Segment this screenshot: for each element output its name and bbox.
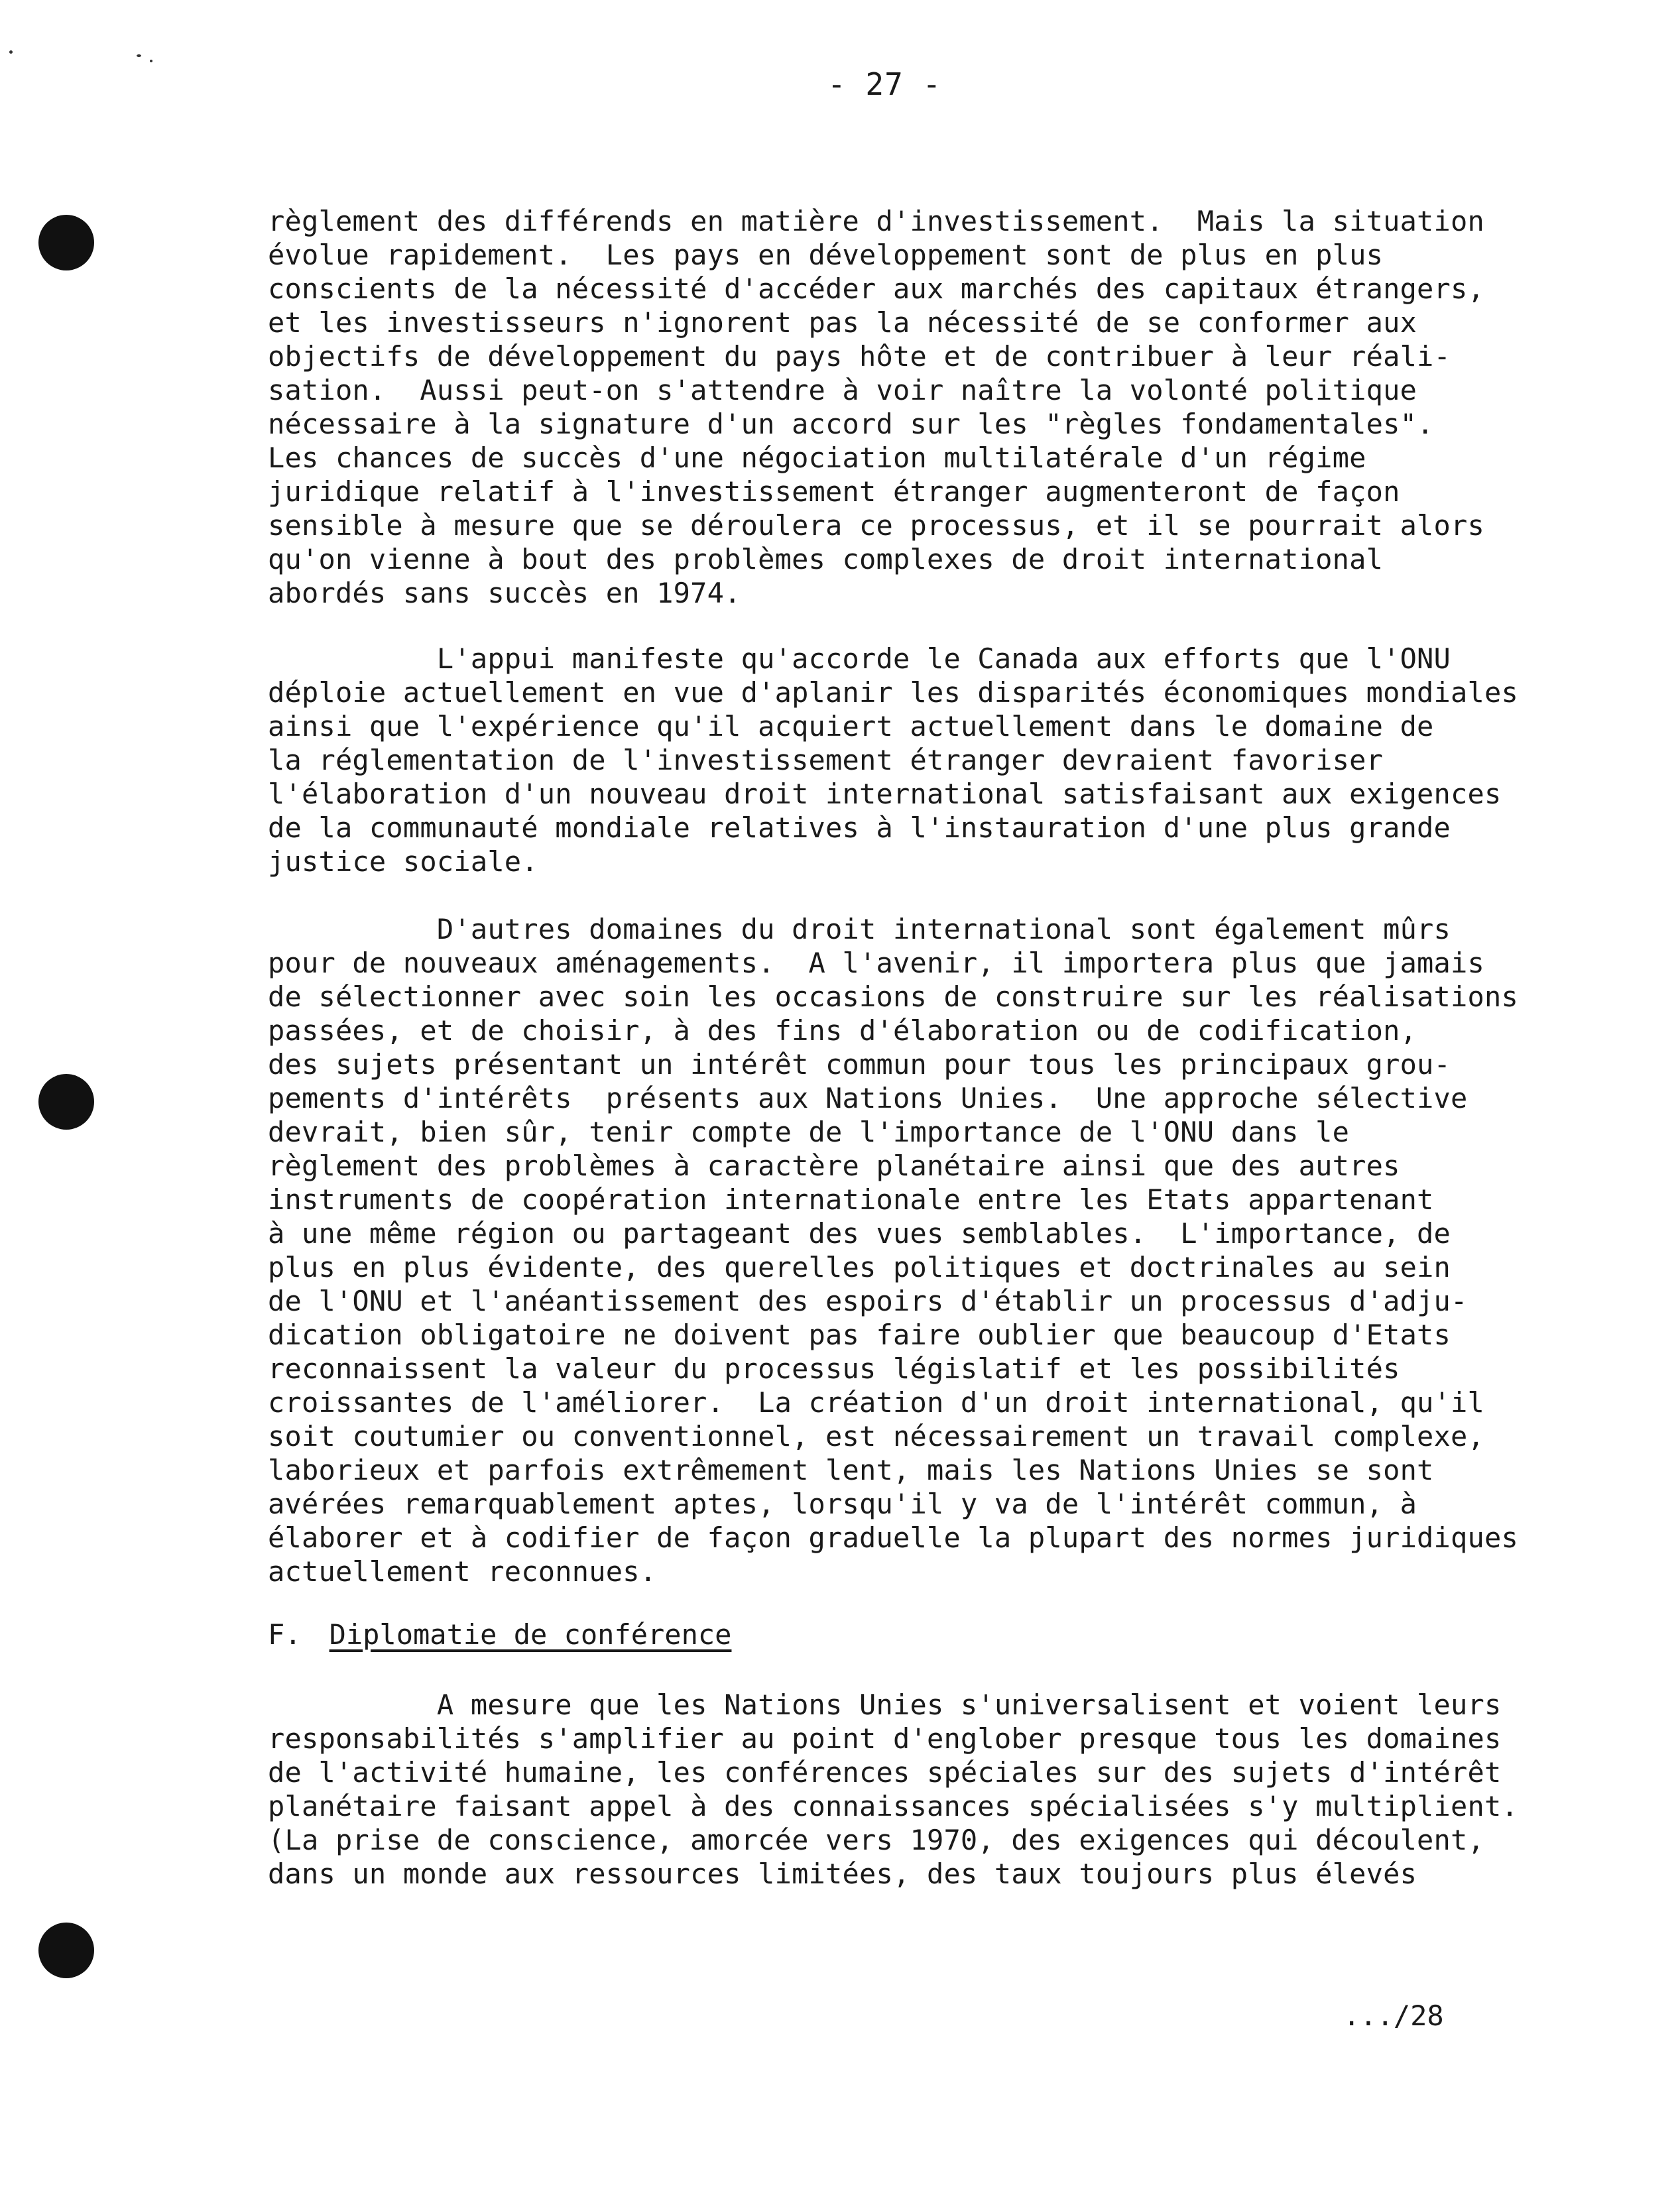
- punch-hole-middle: [38, 1074, 94, 1130]
- paragraph-other-domains: D'autres domaines du droit international sont également mûrs pour de nouveaux aménagements. A l'avenir, il importera plus que jamais de sélectionner avec soin les occasions de construire sur les réalisations passées, et de choisir, à des fins d'élaboration ou de codification, des sujets présentant un intérêt commun pour tous les principaux grou- pements d'intérêts présents aux Nations Unies. Une approche sélective devrait, bien sûr, tenir compte de l'importance de l'ONU dans le règlement des problèmes à caractère planétaire ainsi que des autres instruments de coopération internationale entre les Etats appartenant à une même région ou partageant des vues semblables. L'importance, de plus en plus évidente, des querelles politiques et doctrinales au sein de l'ONU et l'anéantissement des espoirs d'établir un processus d'adju- dication obligatoire ne doivent pas faire oublier que beaucoup d'Etats reconnaissent la valeur du processus législatif et les possibilités croissantes de l'améliorer. La création d'un droit international, qu'il soit coutumier ou conventionnel, est nécessairement un travail complexe, laborieux et parfois extrêmement lent, mais les Nations Unies se sont avérées remarquablement aptes, lorsqu'il y va de l'intérêt commun, à élaborer et à codifier de façon graduelle la plupart des normes juridiques actuellement reconnues.: [268, 913, 1518, 1588]
- section-title: Diplomatie de conférence: [329, 1618, 732, 1651]
- section-letter: F.: [268, 1618, 302, 1651]
- scan-speck: [150, 60, 152, 62]
- scan-speck: [9, 50, 13, 54]
- paragraph-canada-support: L'appui manifeste qu'accorde le Canada aux efforts que l'ONU déploie actuellement en vue d'aplanir les disparités économiques mondiales ainsi que l'expérience qu'il acquiert actuellement dans le domaine de la réglementation de l'investissement étranger devraient favoriser l'élaboration d'un nouveau droit international satisfaisant aux exigences de la communauté mondiale relatives à l'instauration d'une plus grande justice sociale.: [268, 642, 1518, 878]
- page-number: - 27 -: [827, 66, 942, 102]
- punch-hole-top: [38, 215, 94, 270]
- punch-hole-bottom: [38, 1923, 94, 1978]
- section-heading: [268, 1618, 731, 1651]
- paragraph-investment-disputes: règlement des différends en matière d'investissement. Mais la situation évolue rapidement. Les pays en développement sont de plus en plus conscients de la nécessité d'accéder aux marchés des capitaux étrangers, et les investisseurs n'ignorent pas la nécessité de se conformer aux objectifs de développement du pays hôte et de contribuer à leur réali- sation. Aussi peut-on s'attendre à voir naître la volonté politique nécessaire à la signature d'un accord sur les "règles fondamentales". Les chances de succès d'une négociation multilatérale d'un régime juridique relatif à l'investissement étranger augmenteront de façon sensible à mesure que se déroulera ce processus, et il se pourrait alors qu'on vienne à bout des problèmes complexes de droit international abordés sans succès en 1974.: [268, 205, 1485, 609]
- paragraph-conference-diplomacy: A mesure que les Nations Unies s'universalisent et voient leurs responsabilités s'amplifier au point d'englober presque tous les domaines de l'activité humaine, les conférences spéciales sur des sujets d'intérêt planétaire faisant appel à des connaissances spécialisées s'y multiplient. (La prise de conscience, amorcée vers 1970, des exigences qui découlent, dans un monde aux ressources limitées, des taux toujours plus élevés: [268, 1689, 1518, 1890]
- continuation-marker: .../28: [1343, 1999, 1444, 2032]
- scan-speck: [137, 54, 141, 57]
